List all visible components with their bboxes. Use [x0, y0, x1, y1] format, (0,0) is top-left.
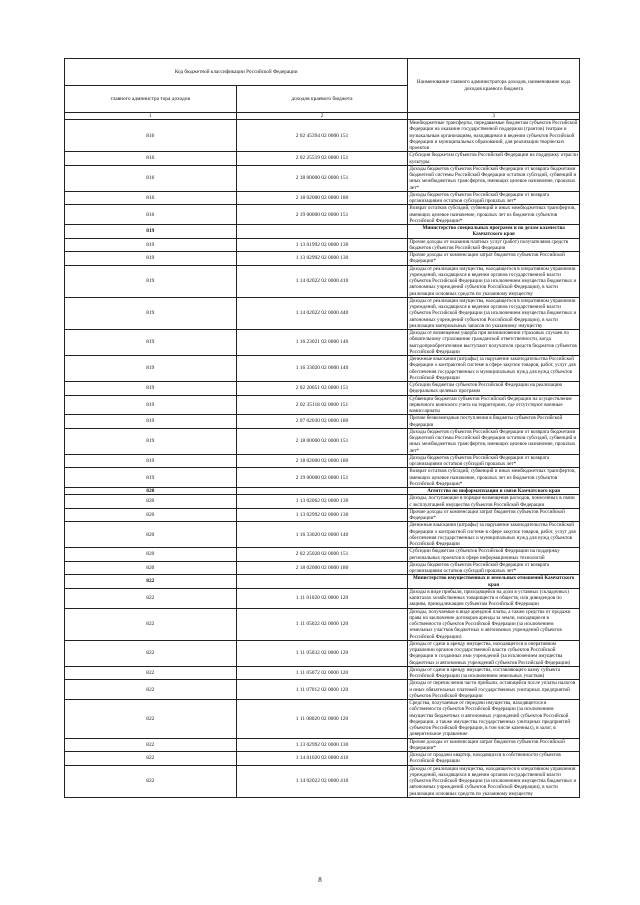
revenue-name-cell: Доходы в виде прибыли, приходящейся на доли в уставных (складочных) капиталах хозяйственных товариществ и обществ, или дивидендов по акциям, принадлежащим субъектам Российской Федерации — [408, 588, 580, 608]
revenue-name-cell: Доходы от реализации имущества, находящегося в оперативном управлении учреждений, находящихся в ведении органов государственной власти субъектов Российской Федерации (за исключением имущества бюджетных и автономных учреждений субъектов Российской Федерации), в части реализации материальных запасов по указанному имуществу — [408, 297, 580, 329]
revenue-name-cell: Доходы бюджетов субъектов Российской Федерации от возврата организациями остатков субсидий прошлых лет* — [408, 454, 580, 468]
table-row — [65, 205, 580, 225]
table-row — [65, 330, 580, 356]
revenue-code-cell: 1 14 01020 02 0000 410 — [236, 752, 408, 766]
revenue-name-cell: Доходы от реализации имущества, находящегося в оперативном управлении учреждений, находящихся в ведении органов государственной власти субъектов Российской Федерации (за исключением имущества бюджетных и автономных учреждений субъектов Российской Федерации), в части реализации основных средств по указанному имуществу — [408, 265, 580, 297]
header-row-group — [65, 59, 580, 86]
header-code: доходов краевого бюджета — [236, 86, 408, 113]
revenue-code-cell: 1 13 02992 02 0000 130 — [236, 252, 408, 266]
table-row — [65, 120, 580, 152]
admin-code-cell: 816 — [65, 120, 237, 152]
table-row — [65, 666, 580, 680]
revenue-name-cell: Доходы бюджетов субъектов Российской Федерации от возврата организациями остатков субсидий прошлых лет* — [408, 561, 580, 575]
revenue-code-cell: 1 13 02992 02 0000 130 — [236, 508, 408, 522]
document-page — [64, 58, 580, 798]
column-number-2: 2 — [236, 113, 408, 120]
admin-code-cell: 819 — [65, 238, 237, 252]
admin-code-cell: 820 — [65, 561, 237, 575]
table-row — [65, 152, 580, 166]
revenue-name-cell: Возврат остатков субсидий, субвенций и иных межбюджетных трансфертов, имеющих целевое назначение, прошлых лет из бюджетов субъектов Российской Федерации* — [408, 205, 580, 225]
revenue-name-cell: Денежные взыскания (штрафы) за нарушение законодательства Российской Федерации о контрактной системе в сфере закупок товаров, работ, услуг для обеспечения государственных и муниципальных нужд для нужд субъектов Российской Федерации — [408, 522, 580, 548]
admin-code-cell: 820 — [65, 548, 237, 562]
table-row — [65, 700, 580, 739]
revenue-name-cell: Прочие доходы от компенсации затрат бюджетов субъектов Российской Федерации* — [408, 738, 580, 752]
revenue-code-cell: 1 14 02022 02 0000 410 — [236, 265, 408, 297]
revenue-code-cell — [236, 225, 408, 239]
table-body — [65, 120, 580, 798]
table-row — [65, 680, 580, 700]
revenue-code-cell: 1 13 02062 02 0000 130 — [236, 495, 408, 509]
ministry-row — [65, 225, 580, 239]
revenue-code-cell: 1 16 23021 02 0000 140 — [236, 330, 408, 356]
revenue-code-cell: 2 18 02000 02 0000 180 — [236, 191, 408, 205]
admin-code-cell: 820 — [65, 488, 237, 495]
revenue-name-cell: Субсидии бюджетам субъектов Российской Федерации на поддержку региональных проектов в сфере информационных технологий — [408, 548, 580, 562]
admin-code-cell: 816 — [65, 165, 237, 191]
revenue-name-cell: Межбюджетные трансферты, передаваемые бюджетам субъектов Российской Федерации на оказание государственной поддержки (грантов) театрам и музыкальным организациям, находящимся в ведении субъектов Российской Федерации и муниципальных образований, для реализации творческих проектов — [408, 120, 580, 152]
admin-code-cell: 820 — [65, 522, 237, 548]
table-row — [65, 428, 580, 454]
admin-code-cell: 816 — [65, 152, 237, 166]
revenue-name-cell: Доходы, получаемые в виде арендной платы, а также средства от продажи права на заключение договоров аренды за земли, находящиеся в собственности субъектов Российской Федерации (за исключением земельных участков бюджетных и автономных учреждений субъектов Российской Федерации) — [408, 608, 580, 640]
admin-code-cell: 819 — [65, 330, 237, 356]
ministry-row — [65, 488, 580, 495]
table-row — [65, 548, 580, 562]
admin-code-cell: 819 — [65, 468, 237, 488]
table-row — [65, 265, 580, 297]
revenue-name-cell: Прочие безвозмездные поступления в бюджеты субъектов Российской Федерации — [408, 415, 580, 429]
table-row — [65, 508, 580, 522]
table-row — [65, 191, 580, 205]
revenue-code-cell — [236, 488, 408, 495]
revenue-name-cell: Прочие доходы от оказания платных услуг (работ) получателями средств бюджетов субъектов Российской Федерации — [408, 238, 580, 252]
revenue-code-cell: 1 16 33020 02 0000 140 — [236, 356, 408, 382]
revenue-name-cell: Возврат остатков субсидий, субвенций и иных межбюджетных трансфертов, имеющих целевое назначение, прошлых лет из бюджетов субъектов Российской Федерации* — [408, 468, 580, 488]
admin-code-cell: 822 — [65, 752, 237, 766]
revenue-code-cell: 2 18 02000 02 0000 180 — [236, 561, 408, 575]
admin-code-cell: 819 — [65, 395, 237, 415]
revenue-name-cell: Прочие доходы от компенсации затрат бюджетов субъектов Российской Федерации* — [408, 508, 580, 522]
admin-code-cell: 819 — [65, 428, 237, 454]
revenue-name-cell: Субсидия бюджетам субъектов Российской Федерации на поддержку отрасли культуры — [409, 152, 578, 165]
admin-code-cell: 822 — [65, 680, 237, 700]
table-row — [65, 454, 580, 468]
admin-code-cell: 819 — [65, 225, 237, 239]
revenue-code-cell: 1 11 07012 02 0000 120 — [236, 680, 408, 700]
revenue-name-cell: Доходы от продажи квартир, находящихся в собственности субъектов Российской Федерации — [408, 752, 580, 766]
header-row-numbers — [65, 113, 580, 120]
admin-code-cell: 819 — [65, 356, 237, 382]
admin-code-cell: 819 — [65, 252, 237, 266]
revenue-code-cell: 2 07 02030 02 0000 180 — [236, 415, 408, 429]
ministry-row — [65, 575, 580, 589]
revenue-name-cell: Доходы от реализации имущества, находящегося в оперативном управлении учреждений, находящихся в ведении органов государственной власти субъектов Российской Федерации (за исключением имущества бюджетных и автономных учреждений субъектов Российской Федерации), в части реализации основных средств по указанному имуществу — [408, 765, 580, 797]
column-number-3: 3 — [408, 113, 580, 120]
revenue-code-cell: 2 18 00000 02 0000 151 — [236, 165, 408, 191]
revenue-code-cell: 2 02 35118 02 0000 151 — [236, 395, 408, 415]
admin-code-cell: 820 — [65, 508, 237, 522]
table-row — [65, 608, 580, 640]
revenue-name-cell: Доходы бюджетов субъектов Российской Федерации от возврата бюджетами бюджетной системы Российской Федерации остатков субсидий, субвенций и иных межбюджетных трансфертов, имеющих целевое назначение, прошлых лет* — [408, 165, 580, 191]
revenue-name-cell: Доходы бюджетов субъектов Российской Федерации от возврата организациями остатков субсидий прошлых лет* — [408, 191, 580, 205]
admin-code-cell: 819 — [65, 297, 237, 329]
admin-code-cell: 819 — [65, 454, 237, 468]
revenue-name-cell: Прочие доходы от компенсации затрат бюджетов субъектов Российской Федерации* — [408, 252, 580, 266]
revenue-name-cell: Субвенции бюджетам субъектов Российской Федерации на осуществление первичного воинского учета на территориях, где отсутствуют военные комиссариаты — [408, 395, 580, 415]
revenue-name-cell: Субсидии бюджетам субъектов Российской Федерации на реализацию федеральных целевых программ — [408, 382, 580, 396]
revenue-code-cell: 2 18 00000 02 0000 151 — [236, 428, 408, 454]
admin-code-cell: 819 — [65, 382, 237, 396]
revenue-code-cell: 1 14 02022 02 0000 440 — [236, 297, 408, 329]
column-number-1: 1 — [65, 113, 237, 120]
ministry-name-cell: Агентство по информатизации и связи Камчатского края — [408, 488, 580, 495]
header-group: Код бюджетной классификации Российской Федерации — [65, 59, 408, 86]
header-name: Наименование главного администратора доходов, наименование кода доходов краевого бюджета — [408, 59, 580, 113]
ministry-name-cell: Министерство специальных программ и по делам казачества Камчатского края — [408, 225, 580, 239]
revenue-name-cell: Доходы от сдачи в аренду имущества, находящегося в оперативном управлении органов государственной власти субъектов Российской Федерации и созданных ими учреждений (за исключением имущества бюджетных и автономных учреждений субъектов Российской Федерации) — [408, 640, 580, 666]
admin-code-cell: 822 — [65, 575, 237, 589]
revenue-code-cell: 2 02 45394 02 0000 151 — [236, 120, 408, 152]
admin-code-cell: 822 — [65, 608, 237, 640]
page-number: 8 — [318, 876, 322, 884]
table-row — [65, 588, 580, 608]
admin-code-cell: 822 — [65, 738, 237, 752]
table-row — [65, 297, 580, 329]
revenue-code-cell: 1 11 08020 02 0000 120 — [236, 700, 408, 739]
revenue-code-cell: 1 16 33020 02 0000 140 — [236, 522, 408, 548]
admin-code-cell: 822 — [65, 700, 237, 739]
table-row — [65, 522, 580, 548]
revenue-code-cell — [236, 575, 408, 589]
admin-code-cell: 816 — [65, 205, 237, 225]
revenue-name-cell: Доходы от сдачи в аренду имущества, составляющего казну субъекта Российской Федерации (за исключением земельных участков) — [408, 666, 580, 680]
revenue-code-cell: 2 18 02000 02 0000 180 — [236, 454, 408, 468]
revenue-name-cell: Денежные взыскания (штрафы) за нарушение законодательства Российской Федерации о контрактной системе в сфере закупок товаров, работ, услуг для обеспечения государственных и муниципальных нужд для нужд субъектов Российской Федерации — [408, 356, 580, 382]
revenue-code-cell: 2 19 00000 02 0000 151 — [236, 468, 408, 488]
table-row — [65, 382, 580, 396]
revenue-name-cell: Доходы от возмещения ущерба при возникновении страховых случаев по обязательному страхованию гражданской ответственности, когда выгодоприобретателями выступают получатели средств бюджетов субъектов Российской Федерации — [408, 330, 580, 356]
table-row — [65, 640, 580, 666]
revenue-code-cell: 2 02 25028 02 0000 151 — [236, 548, 408, 562]
admin-code-cell: 822 — [65, 765, 237, 797]
budget-classification-table — [64, 58, 580, 798]
revenue-code-cell: 1 13 01992 02 0000 130 — [236, 238, 408, 252]
admin-code-cell: 822 — [65, 666, 237, 680]
revenue-code-cell: 2 19 00000 02 0000 151 — [236, 205, 408, 225]
table-row — [65, 738, 580, 752]
table-row — [65, 495, 580, 509]
revenue-code-cell: 1 11 05032 02 0000 120 — [236, 640, 408, 666]
admin-code-cell: 819 — [65, 265, 237, 297]
table-row — [65, 252, 580, 266]
revenue-code-cell: 2 02 20051 02 0000 151 — [236, 382, 408, 396]
revenue-name-cell: Доходы, поступающие в порядке возмещения расходов, понесенных в связи с эксплуатацией имущества субъектов Российской Федерации — [408, 495, 580, 509]
ministry-name-cell: Министерство имущественных и земельных отношений Камчатского края — [408, 575, 580, 589]
table-row — [65, 765, 580, 797]
table-row — [65, 561, 580, 575]
table-row — [65, 395, 580, 415]
revenue-name-cell: Доходы бюджетов субъектов Российской Федерации от возврата бюджетами бюджетной системы Российской Федерации остатков субсидий, субвенций и иных межбюджетных трансфертов, имеющих целевое назначение, прошлых лет* — [408, 428, 580, 454]
table-row — [65, 356, 580, 382]
table-row — [65, 468, 580, 488]
revenue-code-cell: 1 11 01020 02 0000 120 — [236, 588, 408, 608]
admin-code-cell: 822 — [65, 640, 237, 666]
admin-code-cell: 822 — [65, 588, 237, 608]
revenue-code-cell: 1 13 02992 02 0000 130 — [236, 738, 408, 752]
revenue-code-cell: 1 11 05072 02 0000 120 — [236, 666, 408, 680]
admin-code-cell: 820 — [65, 495, 237, 509]
revenue-code-cell: 2 02 25519 02 0000 151 — [236, 152, 408, 166]
admin-code-cell: 816 — [65, 191, 237, 205]
table-row — [65, 415, 580, 429]
header-admin: главного администра тора доходов — [65, 86, 237, 113]
table-row — [65, 752, 580, 766]
admin-code-cell: 819 — [65, 415, 237, 429]
table-row — [65, 238, 580, 252]
revenue-code-cell: 1 14 02022 02 0000 410 — [236, 765, 408, 797]
revenue-name-cell: Доходы от перечисления части прибыли, остающейся после уплаты налогов и иных обязательных платежей государственных унитарных предприятий субъектов Российской Федерации — [408, 680, 580, 700]
table-row — [65, 165, 580, 191]
revenue-code-cell: 1 11 05022 02 0000 120 — [236, 608, 408, 640]
revenue-name-cell: Средства, получаемые от передачи имущества, находящегося в собственности субъектов Российской Федерации (за исключением имущества бюджетных и автономных учреждений субъектов Российской Федерации, а также имущества государственных унитарных предприятий субъектов Российской Федерации, в том числе казенных), в залог, в доверительное управление — [408, 700, 580, 739]
